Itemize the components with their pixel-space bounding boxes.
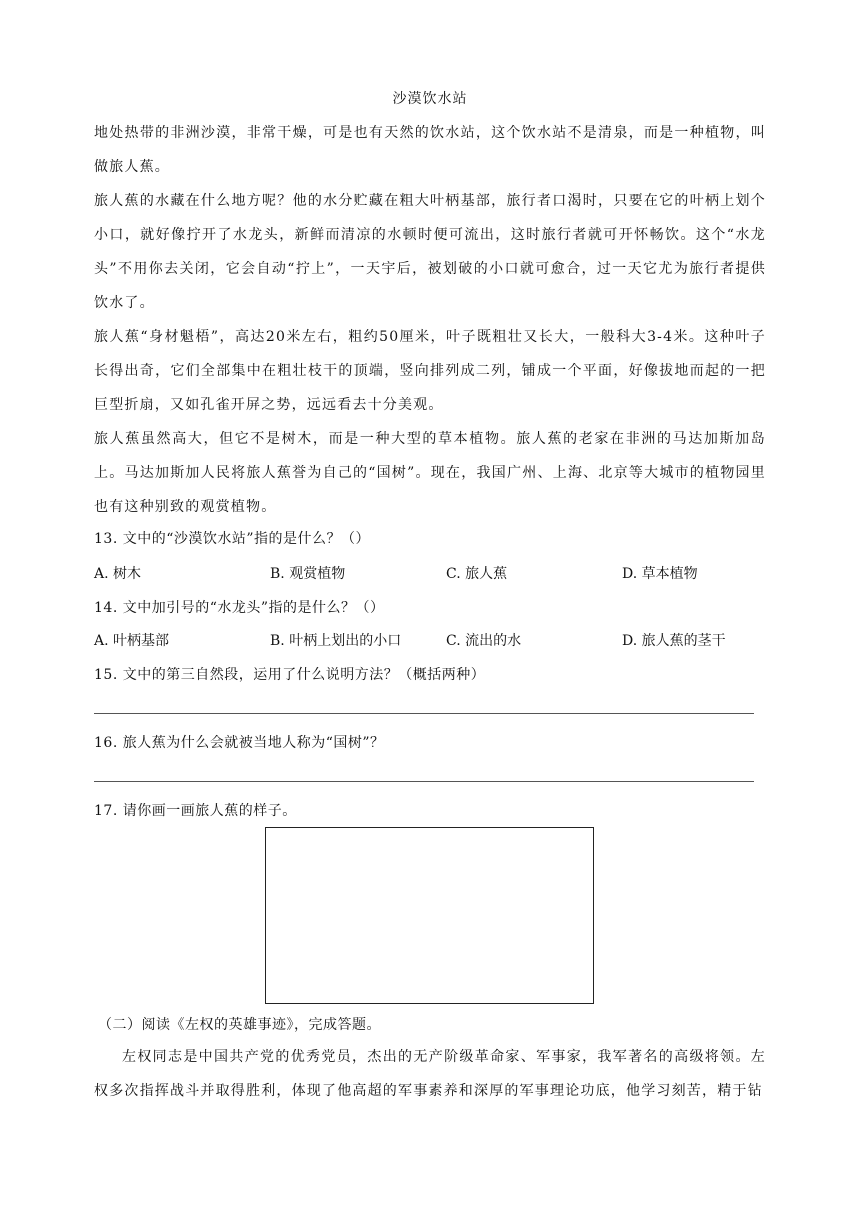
section-2-paragraph: 左权同志是中国共产党的优秀党员，杰出的无产阶级革命家、军事家，我军著名的高级将领。左权多次指挥战斗并取得胜利，体现了他高超的军事素养和深厚的军事理论功底，他学习刻苦，精于钻	[94, 1049, 766, 1099]
question-14-option-a[interactable]: A. 叶柄基部	[94, 633, 170, 649]
question-14-option-b[interactable]: B. 叶柄上划出的小口	[270, 633, 402, 649]
question-14: 14. 文中加引号的“水龙头”指的是什么？（）	[94, 600, 385, 616]
passage-title: 沙漠饮水站	[392, 91, 468, 107]
question-14-option-c[interactable]: C. 流出的水	[446, 633, 522, 649]
passage-paragraph-1: 地处热带的非洲沙漠，非常干燥，可是也有天然的饮水站，这个饮水站不是清泉，而是一种植物，叫做旅人蕉。	[94, 125, 766, 175]
question-16-answer-line[interactable]	[94, 781, 754, 782]
question-15: 15. 文中的第三自然段，运用了什么说明方法？（概括两种）	[94, 667, 486, 683]
question-15-answer-line[interactable]	[94, 713, 754, 714]
passage-paragraph-4: 旅人蕉虽然高大，但它不是树木，而是一种大型的草本植物。旅人蕉的老家在非洲的马达加斯加岛上。马达加斯加人民将旅人蕉誉为自己的“国树”。现在，我国广州、上海、北京等大城市的植物园里也有这种别致的观赏植物。	[94, 431, 766, 515]
question-14-option-d[interactable]: D. 旅人蕉的茎干	[622, 633, 726, 649]
question-13-options	[94, 563, 774, 585]
question-14-options	[94, 630, 774, 652]
question-17: 17. 请你画一画旅人蕉的样子。	[94, 803, 297, 819]
question-13-option-a[interactable]: A. 树木	[94, 566, 142, 582]
question-13: 13. 文中的“沙漠饮水站”指的是什么？（）	[94, 531, 371, 547]
question-17-drawing-box[interactable]	[265, 827, 594, 1004]
question-13-option-c[interactable]: C. 旅人蕉	[446, 566, 508, 582]
section-2-heading: （二）阅读《左权的英雄事迹》，完成答题。	[98, 1017, 381, 1033]
question-16: 16. 旅人蕉为什么会就被当地人称为“国树”？	[94, 735, 385, 751]
passage-paragraph-2: 旅人蕉的水藏在什么地方呢？他的水分贮藏在粗大叶柄基部，旅行者口渴时，只要在它的叶柄上划个小口，就好像拧开了水龙头，新鲜而清凉的水顿时便可流出，这时旅行者就可开怀畅饮。这个“水龙头”不用你去关闭，它会自动“拧上”，一天宇后，被划破的小口就可愈合，过一天它尤为旅行者提供饮水了。	[94, 193, 766, 311]
question-13-option-b[interactable]: B. 观赏植物	[270, 566, 346, 582]
question-13-option-d[interactable]: D. 草本植物	[622, 566, 698, 582]
passage-paragraph-3: 旅人蕉“身材魁梧”，高达20米左右，粗约50厘米，叶子既粗壮又长大，一般科大3-4米。这种叶子长得出奇，它们全部集中在粗壮枝干的顶端，竖向排列成二列，铺成一个平面，好像拔地而起的一把巨型折扇，又如孔雀开屏之势，远远看去十分美观。	[94, 329, 766, 413]
